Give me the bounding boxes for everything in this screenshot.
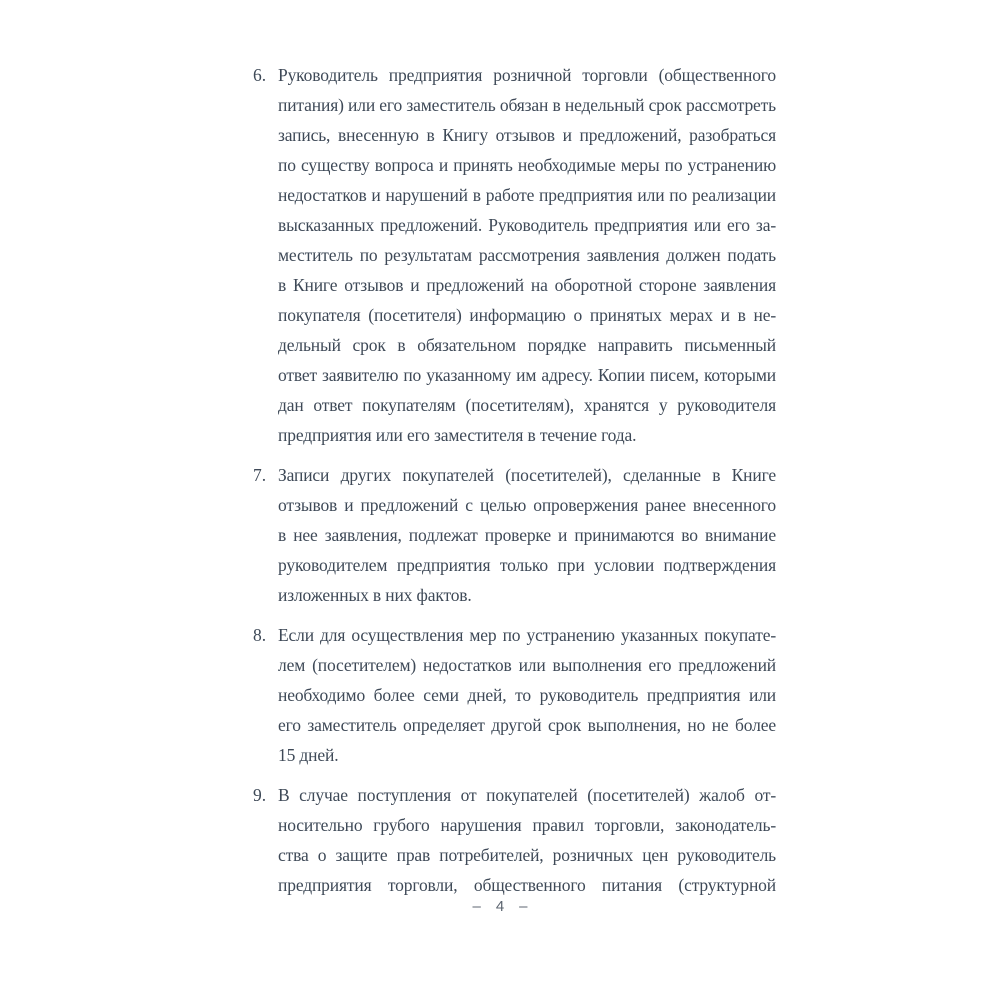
text-line: отзывов и предложений с целью опровержения ранее внесенного (278, 495, 776, 515)
text-line: в нее заявления, подлежат проверке и принимаются во внимание (278, 525, 776, 545)
text-line: Руководитель предприятия розничной торговли (общественного (278, 65, 776, 85)
list-item (253, 620, 776, 770)
text-line: покупателя (посетителя) информацию о принятых мерах и в не- (278, 305, 776, 325)
text-line: изложенных в них фактов. (278, 585, 472, 605)
text-line: предприятия торговли, общественного питания (структурной (278, 875, 776, 895)
text-line: Записи других покупателей (посетителей), сделанные в Книге (278, 465, 776, 485)
item-text (278, 620, 776, 770)
text-line: дан ответ покупателям (посетителям), хранятся у руководителя (278, 395, 776, 415)
text-line: питания) или его заместитель обязан в недельный срок рассмотреть (278, 95, 776, 115)
page-text-block (253, 60, 776, 910)
item-text (278, 60, 776, 450)
text-line: запись, внесенную в Книгу отзывов и предложений, разобраться (278, 125, 776, 145)
list-item (253, 780, 776, 900)
item-number: 8. (253, 625, 267, 645)
page-footer (0, 898, 1000, 915)
regulation-list (253, 60, 776, 900)
text-line: ответ заявителю по указанному им адресу. Копии писем, которыми (278, 365, 776, 385)
text-line: лем (посетителем) недостатков или выполнения его предложений (278, 655, 776, 675)
text-line: В случае поступления от покупателей (посетителей) жалоб от- (278, 785, 776, 805)
item-text (278, 780, 776, 900)
item-number: 6. (253, 65, 267, 85)
text-line: недостатков и нарушений в работе предприятия или по реализации (278, 185, 776, 205)
text-line: руководителем предприятия только при условии подтверждения (278, 555, 776, 575)
text-line: 15 дней. (278, 745, 339, 765)
text-line: необходимо более семи дней, то руководитель предприятия или (278, 685, 776, 705)
text-line: дельный срок в обязательном порядке направить письменный (278, 335, 776, 355)
text-line: Если для осуществления мер по устранению указанных покупате- (278, 625, 776, 645)
text-line: предприятия или его заместителя в течение года. (278, 425, 637, 445)
page-number: 4 (495, 898, 505, 915)
text-line: меститель по результатам рассмотрения заявления должен подать (278, 245, 776, 265)
list-item (253, 460, 776, 610)
text-line: по существу вопроса и принять необходимые меры по устранению (278, 155, 776, 175)
text-line: ства о защите прав потребителей, розничных цен руководитель (278, 845, 776, 865)
text-line: высказанных предложений. Руководитель предприятия или его за- (278, 215, 776, 235)
item-text (278, 460, 776, 610)
item-number: 9. (253, 785, 267, 805)
item-number: 7. (253, 465, 267, 485)
text-line: в Книге отзывов и предложений на оборотной стороне заявления (278, 275, 776, 295)
text-line: носительно грубого нарушения правил торговли, законодатель- (278, 815, 776, 835)
footer-dash-left: – (472, 898, 481, 915)
text-line: его заместитель определяет другой срок выполнения, но не более (278, 715, 776, 735)
footer-dash-right: – (519, 898, 528, 915)
list-item (253, 60, 776, 450)
